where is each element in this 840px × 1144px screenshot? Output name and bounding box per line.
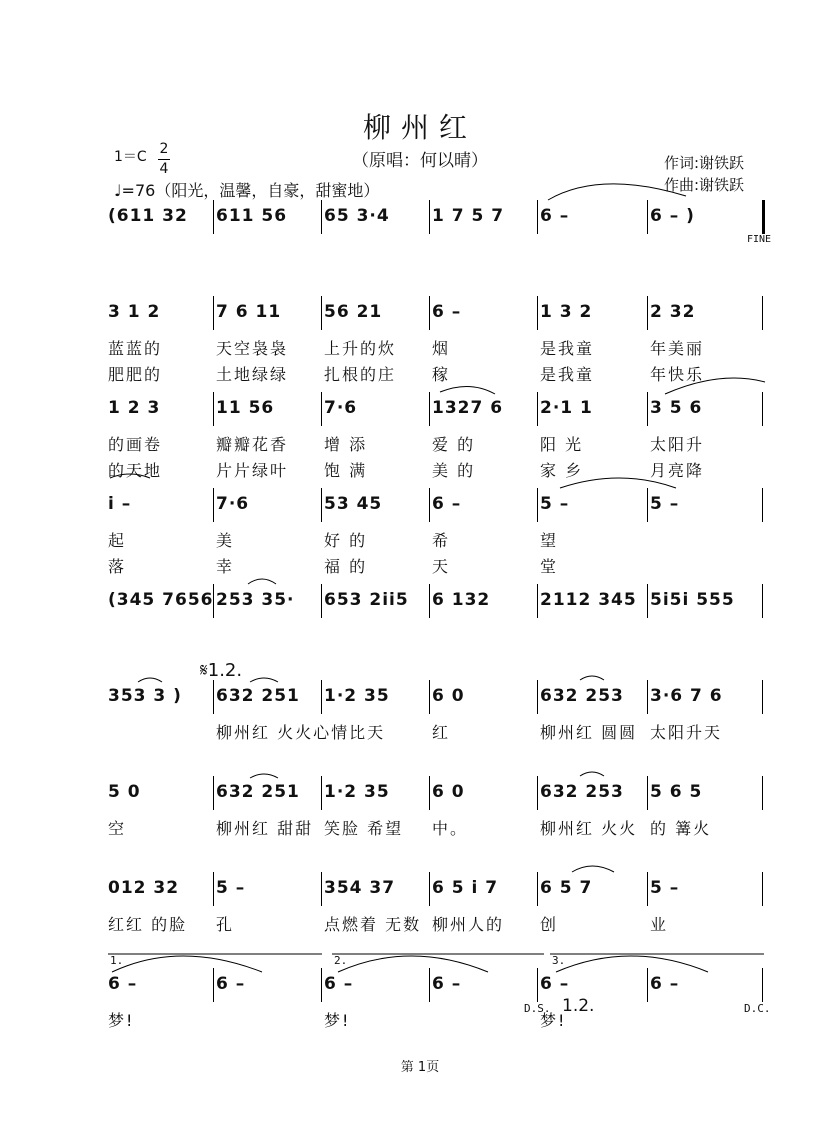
measure-notes: 7·6 bbox=[324, 398, 358, 418]
lyricist: 作词:谢铁跃 bbox=[664, 154, 745, 172]
lyric-text: 创 bbox=[540, 915, 559, 934]
measure-notes: 5 – bbox=[650, 878, 680, 898]
measure-notes: 1327 6 bbox=[432, 398, 504, 418]
dc-mark: D.C. bbox=[744, 1002, 771, 1015]
measure-notes: 6 – bbox=[432, 974, 462, 994]
composer: 作曲:谢铁跃 bbox=[664, 176, 745, 194]
slur bbox=[665, 378, 765, 394]
lyric-text: 天空袅袅 bbox=[216, 339, 289, 358]
measure-notes: 653 2ii5 bbox=[324, 590, 409, 610]
measure-notes: 353 3 ) bbox=[108, 686, 182, 706]
measure-notes: 6 132 bbox=[432, 590, 491, 610]
lyric-text: 柳州红 火火心情比天 bbox=[216, 723, 386, 742]
measure-notes: 6 – bbox=[540, 974, 570, 994]
lyric-text: 孔 bbox=[216, 915, 235, 934]
measure-notes: 1 2 3 bbox=[108, 398, 161, 418]
ending-3-label: 3. bbox=[552, 954, 566, 967]
measure-notes: 632 251 bbox=[216, 686, 300, 706]
lyric-text: 梦! bbox=[324, 1011, 351, 1030]
measure-notes: 3 5 6 bbox=[650, 398, 703, 418]
slur bbox=[250, 774, 278, 778]
slur bbox=[548, 184, 686, 200]
lyric-text: 瓣瓣花香 bbox=[216, 435, 289, 454]
measure-notes: 632 253 bbox=[540, 686, 624, 706]
measure-notes: 6 – bbox=[216, 974, 246, 994]
slur bbox=[440, 386, 495, 394]
measure-notes: 5i5i 555 bbox=[650, 590, 735, 610]
measure-notes: i – bbox=[108, 494, 132, 514]
measure-notes: 5 – bbox=[216, 878, 246, 898]
lyric-text: 烟 bbox=[432, 339, 451, 358]
measure-notes: 611 56 bbox=[216, 206, 288, 226]
measure-notes: 6 – bbox=[540, 206, 570, 226]
fine-mark: FINE bbox=[747, 234, 772, 245]
measure-notes: 632 253 bbox=[540, 782, 624, 802]
key-signature: 1＝C bbox=[114, 149, 147, 165]
measure-notes: 354 37 bbox=[324, 878, 396, 898]
measure-notes: 65 3·4 bbox=[324, 206, 390, 226]
time-bottom: 4 bbox=[159, 161, 169, 177]
lyric-text: 阳 光 bbox=[540, 435, 584, 454]
slur bbox=[112, 956, 262, 972]
lyric-text: 柳州红 火火 bbox=[540, 819, 638, 838]
measure-notes: 3·6 7 6 bbox=[650, 686, 723, 706]
ds-ending: 1.2. bbox=[562, 996, 595, 1016]
measure-notes: 6 0 bbox=[432, 782, 465, 802]
measure-notes: 5 – bbox=[650, 494, 680, 514]
measure-notes: 1·2 35 bbox=[324, 686, 390, 706]
measure-notes: 2 32 bbox=[650, 302, 696, 322]
measure-notes: (345 7656 bbox=[108, 590, 214, 610]
lyric-text: 梦! bbox=[540, 1011, 567, 1030]
lyric-text: 起 bbox=[108, 531, 127, 550]
lyric-text: 美 bbox=[216, 531, 235, 550]
lyric-text: 的 篝火 bbox=[650, 819, 712, 838]
measure-notes: 632 251 bbox=[216, 782, 300, 802]
slur bbox=[250, 678, 278, 682]
measure-notes: 012 32 bbox=[108, 878, 180, 898]
lyric-text: 笑脸 希望 bbox=[324, 819, 404, 838]
measure-notes: 6 – bbox=[432, 302, 462, 322]
measure-notes: 2·1 1 bbox=[540, 398, 593, 418]
lyric-text: 落 bbox=[108, 557, 127, 576]
lyric-text: 月亮降 bbox=[650, 461, 705, 480]
slur bbox=[580, 772, 604, 776]
measure-notes: 6 5 7 bbox=[540, 878, 593, 898]
slur bbox=[110, 474, 150, 478]
measure-notes: 7 6 11 bbox=[216, 302, 282, 322]
lyric-text: 堂 bbox=[540, 557, 559, 576]
slur bbox=[572, 866, 614, 872]
lyric-text: 太阳升 bbox=[650, 435, 705, 454]
lyric-text: 柳州红 圆圆 bbox=[540, 723, 638, 742]
page-number: 第 1页 bbox=[400, 1060, 440, 1075]
measure-notes: 53 45 bbox=[324, 494, 383, 514]
lyric-text: 扎根的庄 bbox=[324, 365, 397, 384]
measure-notes: 6 – bbox=[432, 494, 462, 514]
lyric-text: 太阳升天 bbox=[650, 723, 723, 742]
measure-notes: 11 56 bbox=[216, 398, 275, 418]
lyric-text: 稼 bbox=[432, 365, 451, 384]
measure-notes: 7·6 bbox=[216, 494, 250, 514]
lyric-text: 望 bbox=[540, 531, 559, 550]
lyric-text: 土地绿绿 bbox=[216, 365, 289, 384]
lyric-text: 幸 bbox=[216, 557, 235, 576]
measure-notes: 5 – bbox=[540, 494, 570, 514]
lyric-text: 增 添 bbox=[324, 435, 368, 454]
lyric-text: 红红 的脸 bbox=[108, 915, 188, 934]
measure-notes: (611 32 bbox=[108, 206, 188, 226]
song-title: 柳州红 bbox=[362, 111, 477, 144]
lyric-text: 蓝蓝的 bbox=[108, 339, 163, 358]
lyric-text: 饱 满 bbox=[324, 461, 368, 480]
lyric-text: 上升的炊 bbox=[324, 339, 397, 358]
segno-mark: 𝄋1.2. bbox=[200, 660, 243, 681]
ds-mark: D.S. bbox=[524, 1002, 551, 1015]
lyric-text: 肥肥的 bbox=[108, 365, 163, 384]
lyric-text: 福 的 bbox=[324, 557, 368, 576]
lyric-text: 是我童 bbox=[540, 339, 595, 358]
lyric-text: 天 bbox=[432, 557, 451, 576]
tempo-marking: ♩=76（阳光，温馨，自豪，甜蜜地） bbox=[114, 181, 380, 200]
lyric-text: 红 bbox=[432, 723, 451, 742]
slur bbox=[338, 956, 488, 972]
ending-1-label: 1. bbox=[110, 954, 124, 967]
measure-notes: 2112 345 bbox=[540, 590, 637, 610]
lyric-text: 柳州人的 bbox=[432, 915, 505, 934]
slur bbox=[560, 478, 676, 488]
lyric-text: 业 bbox=[650, 915, 669, 934]
measure-notes: 5 6 5 bbox=[650, 782, 703, 802]
lyric-text: 的天地 bbox=[108, 461, 163, 480]
song-subtitle: （原唱：何以晴） bbox=[352, 151, 488, 171]
measure-notes: 6 – ) bbox=[650, 206, 695, 226]
lyric-text: 的画卷 bbox=[108, 435, 163, 454]
time-top: 2 bbox=[159, 141, 169, 157]
lyric-text: 梦! bbox=[108, 1011, 135, 1030]
slur bbox=[556, 956, 708, 972]
lyric-text: 家 乡 bbox=[540, 461, 584, 480]
measure-notes: 6 – bbox=[650, 974, 680, 994]
lyric-text: 片片绿叶 bbox=[216, 461, 289, 480]
lyric-text: 希 bbox=[432, 531, 451, 550]
measure-notes: 1·2 35 bbox=[324, 782, 390, 802]
measure-notes: 1 3 2 bbox=[540, 302, 593, 322]
measure-notes: 5 0 bbox=[108, 782, 141, 802]
ending-2-label: 2. bbox=[334, 954, 348, 967]
slur bbox=[248, 579, 276, 584]
lyric-text: 年快乐 bbox=[650, 365, 705, 384]
lyric-text: 中。 bbox=[432, 819, 469, 838]
slur bbox=[138, 678, 162, 682]
measure-notes: 6 0 bbox=[432, 686, 465, 706]
measure-notes: 6 5 i 7 bbox=[432, 878, 499, 898]
slur bbox=[580, 676, 604, 680]
lyric-text: 是我童 bbox=[540, 365, 595, 384]
measure-notes: 253 35· bbox=[216, 590, 295, 610]
measure-notes: 6 – bbox=[324, 974, 354, 994]
lyric-text: 爱 的 bbox=[432, 435, 476, 454]
measure-notes: 56 21 bbox=[324, 302, 383, 322]
lyric-text: 点燃着 无数 bbox=[324, 915, 422, 934]
measure-notes: 6 – bbox=[108, 974, 138, 994]
lyric-text: 柳州红 甜甜 bbox=[216, 819, 314, 838]
measure-notes: 3 1 2 bbox=[108, 302, 161, 322]
lyric-text: 空 bbox=[108, 819, 127, 838]
lyric-text: 好 的 bbox=[324, 531, 368, 550]
measure-notes: 1 7 5 7 bbox=[432, 206, 505, 226]
lyric-text: 年美丽 bbox=[650, 339, 705, 358]
lyric-text: 美 的 bbox=[432, 461, 476, 480]
